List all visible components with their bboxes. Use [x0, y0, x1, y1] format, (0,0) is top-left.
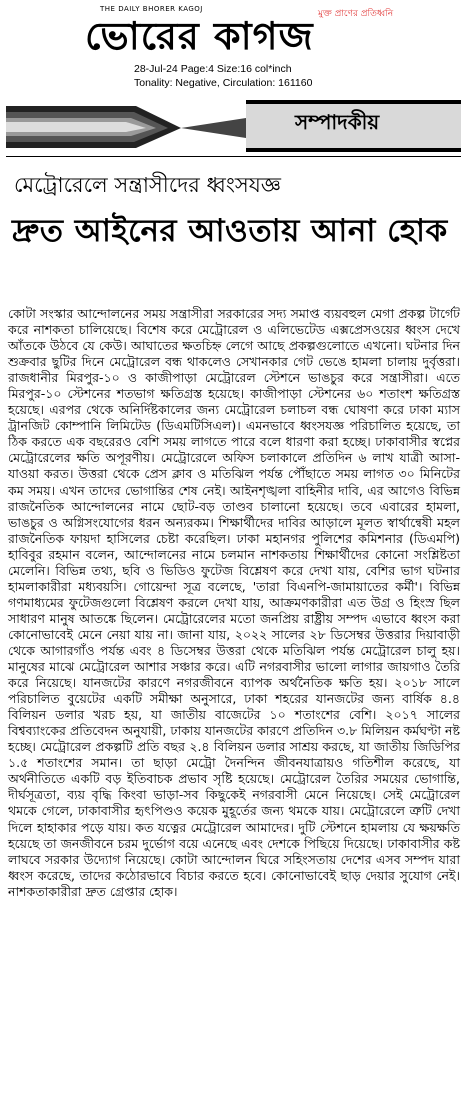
newspaper-logo: ভোরের কাগজ: [85, 14, 314, 58]
masthead: [0, 0, 468, 100]
section-label: সম্পাদকীয়: [295, 110, 380, 134]
section-banner: [6, 100, 461, 152]
article-body: [8, 306, 460, 900]
divider: [6, 156, 461, 157]
clipping-meta-date-page: 28-Jul-24 Page:4 Size:16 col*inch: [134, 63, 292, 75]
clipping-meta-tonality: Tonality: Negative, Circulation: 161160: [134, 77, 313, 89]
masthead-slogan: মুক্ত প্রাণের প্রতিধ্বনি: [318, 9, 394, 19]
article-headline: দ্রুত আইনের আওতায় আনা হোক: [12, 213, 448, 249]
article-paragraph: কোটা সংস্কার আন্দোলনের সময় সন্ত্রাসীরা সরকারের সদ্য সমাপ্ত ব্যয়বহুল মেগা প্রকল্প টার্গেট করে নাশকতা চালিয়েছে। বিশেষ করে মেট্রোরেল ও এলিভেটেড এক্সপ্রেসওয়ের ধ্বংস দেখে আঁতকে উঠবে যে কেউ। আঘাতের ক্ষতচিহ্ন লেগে আছে প্রকল্পগুলোতে এখনো। ঘটনার দিন শুক্রবার ছুটির দিনে মেট্রোরেল বন্ধ থাকলেও সেখানকার গেট ভেঙে হামলা চালায় দুর্বৃত্তরা। রাজধানীর মিরপুর-১০ ও কাজীপাড়া মেট্রোরেল স্টেশনে ভাঙচুর করে সন্ত্রাসীরা। এতে মিরপুর-১০ স্টেশনের শতভাগ ক্ষতিগ্রস্ত হয়েছে। কাজীপাড়া স্টেশনের ৬০ শতাংশ ক্ষতিগ্রস্ত হয়েছে। এরপর থেকে অনির্দিষ্টকালের জন্য মেট্রোরেল চলাচল বন্ধ ঘোষণা করে ঢাকা ম্যাস ট্রানজিট কোম্পানি লিমিটেড (ডিএমটিসিএল)। এমনভাবে ধ্বংসযজ্ঞ পরিচালিত হয়েছে, তা ঠিক করতে এক বছরেরও বেশি সময় লাগতে পারে বলে ধারণা করা হচ্ছে। ঢাকাবাসীর স্বপ্নের মেট্রোরেলের ক্ষতি অপূরণীয়। মেট্রোরেলে অফিস চলাকালে প্রতিদিন ৬ লাখ যাত্রী আসা-যাওয়া করত। উত্তরা থেকে প্রেস ক্লাব ও মতিঝিল পর্যন্ত পৌঁছাতে সময় লাগত ৩০ মিনিটের কম সময়। এখন তাদের ভোগান্তির শেষ নেই। আইনশৃঙ্খলা বাহিনীর দাবি, এর আগেও বিভিন্ন রাজনৈতিক আন্দোলনের নামে ছোট-বড় তাণ্ডব চালানো হয়েছে। তবে এবারের হামলা, ভাঙচুর ও অগ্নিসংযোগের ধরন অন্যরকম। শিক্ষার্থীদের দাবির আড়ালে মূলত স্বার্থান্বেষী মহল রাজনৈতিক ফায়দা হাসিলের চেষ্টা করেছিল। ঢাকা মহানগর পুলিশের কমিশনার (ডিএমপি) হাবিবুর রহমান বলেন, আন্দোলনের নামে চলমান নাশকতায় শিক্ষার্থীদের কোনো সংশ্লিষ্টতা মেলেনি। বিভিন্ন তথ্য, ছবি ও ভিডিও ফুটেজ বিশ্লেষণ করে দেখা যায়, বেশির ভাগ ঘটনার হামলাকারীরা মধ্যবয়সি। গোয়েন্দা সূত্র বলেছে, 'তারা বিএনপি-জামায়াতের কর্মী'। বিভিন্ন গণমাধ্যমের ফুটেজগুলো বিশ্লেষণ করলে দেখা যায়, আক্রমণকারীরা এত উগ্র ও হিংস্র ছিল সাধারণ মানুষ আতঙ্কে ছিলেন। মেট্রোরেলের মতো জনপ্রিয় রাষ্ট্রীয় সম্পদ এভাবে ধ্বংস করা কোনোভাবেই মেনে নেয়া যায় না। জানা যায়, ২০২২ সালের ২৮ ডিসেম্বর উত্তরার দিয়াবাড়ী থেকে আগারগাঁও পর্যন্ত এবং ৪ ডিসেম্বর উত্তরা থেকে মতিঝিল পর্যন্ত মেট্রোরেল চালু হয়। মানুষের মাঝে মেট্রোরেল আশার সঞ্চার করে। এটি নগরবাসীর ভালো লাগার জায়গাও তৈরি করে নিয়েছে। যানজটের কারণে নগরজীবনে ব্যাপক অর্থনৈতিক ক্ষতি হয়। ২০১৮ সালে পরিচালিত বুয়েটের একটি সমীক্ষা অনুসারে, ঢাকা শহরের যানজটের জন্য বার্ষিক ৪.৪ বিলিয়ন ডলার খরচ হয়, যা জাতীয় বাজেটের ১০ শতাংশের বেশি। ২০১৭ সালের বিশ্বব্যাংকের প্রতিবেদন অনুযায়ী, ঢাকায় যানজটের কারণে প্রতিদিন ৩.৮ মিলিয়ন কর্মঘণ্টা নষ্ট হচ্ছে। মেট্রোরেল প্রকল্পটি প্রতি বছর ২.৪ বিলিয়ন ডলার সাশ্রয় করছে, যা জাতীয় জিডিপির ১.৫ শতাংশের সমান। তা ছাড়া মেট্রো দৈনন্দিন জীবনযাত্রায়ও গতিশীল করেছে, যা অর্থনীতিতে একটি বড় ইতিবাচক প্রভাব সৃষ্টি হয়েছে। মেট্রোরেল তৈরির সময়ের ভোগান্তি, দীর্ঘসূত্রতা, ব্যয় বৃদ্ধি কিংবা ভাড়া-সব কিছুকেই নগরবাসী মেনে নিয়েছে। সেই মেট্রোরেল থমকে গেলে, ঢাকাবাসীর হৃৎপিণ্ডও কয়েক মুহূর্তের জন্য থমকে যায়। মেট্রোরেলে ত্রুটি দেখা দিলে হাহাকার পড়ে যায়। কত যত্নের মেট্রোরেল আমাদের। দুটি স্টেশনে হামলায় যে ক্ষয়ক্ষতি হয়েছে তা জনজীবনে চরম দুর্ভোগ বয়ে এনেছে এবং দেশকে পিছিয়ে দিয়েছে। ঢাকাবাসীর কষ্ট লাঘবে সরকার উদ্যোগ নিয়েছে। কোটা আন্দোলন ঘিরে সহিংসতায় দেশের এসব সম্পদ যারা ধ্বংস করেছে, তাদের কঠোরভাবে বিচার করতে হবে। কোনোভাবেই ছাড় দেয়ার সুযোগ নেই। নাশকতাকারীরা দ্রুত গ্রেপ্তার হোক।: [8, 306, 460, 899]
masthead-tagline: THE DAILY BHORER KAGOJ: [100, 5, 203, 13]
article-kicker: মেট্রোরেলে সন্ত্রাসীদের ধ্বংসযজ্ঞ: [14, 173, 281, 197]
